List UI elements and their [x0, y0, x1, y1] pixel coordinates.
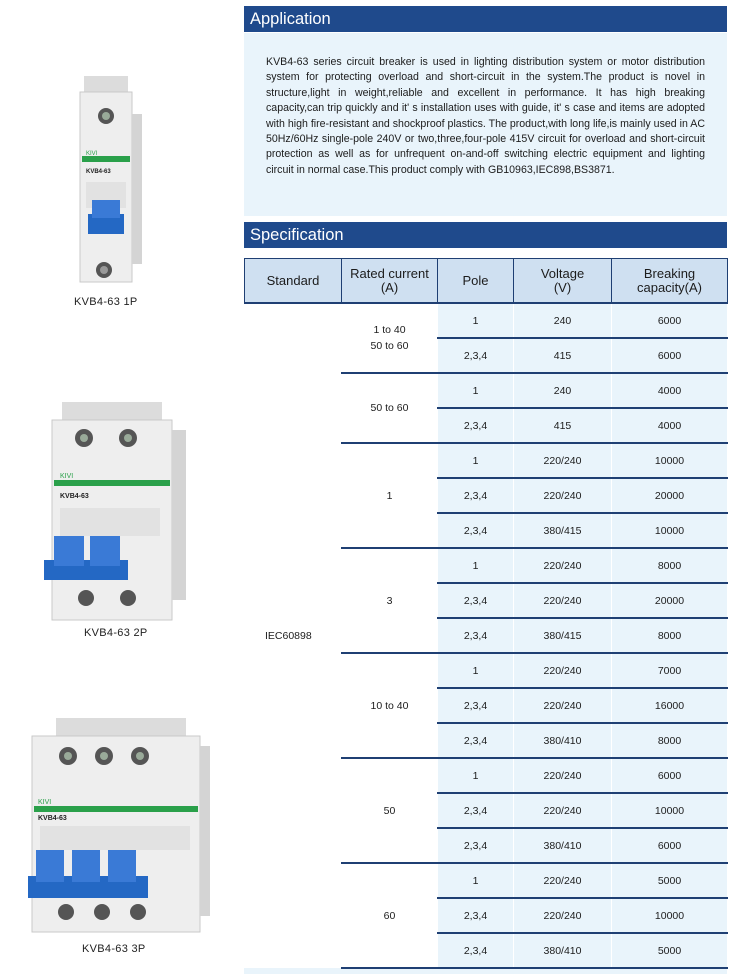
product-3p: [26, 716, 212, 936]
voltage-cell: 380/410: [514, 723, 612, 758]
rated-current-cell: [342, 443, 438, 548]
voltage-cell: 220/240: [514, 688, 612, 723]
breaking-capacity-cell: 7000: [612, 653, 728, 688]
rated-current-cell: [342, 758, 438, 863]
rated-current-cell: [342, 863, 438, 968]
pole-cell: 2,3,4: [438, 618, 514, 653]
header-breaking-capacity: Breaking capacity(A): [612, 259, 728, 304]
product-caption-3p: KVB4-63 3P: [82, 943, 146, 955]
specification-header: Specification: [244, 222, 727, 248]
product-2p: [40, 400, 190, 622]
voltage-cell: 415: [514, 408, 612, 443]
rated-current-value: 50: [383, 804, 396, 817]
pole-cell: 2,3,4: [438, 583, 514, 618]
breaking-capacity-cell: 10000: [612, 793, 728, 828]
rated-current-value: 10 to 40: [370, 699, 409, 712]
breaking-capacity-cell: 8000: [612, 618, 728, 653]
application-header: Application: [244, 6, 727, 32]
voltage-cell: 380/415: [514, 618, 612, 653]
breaker-1p-image: [58, 74, 158, 284]
breaking-capacity-cell: 10000: [612, 443, 728, 478]
pole-cell: 2,3,4: [438, 338, 514, 373]
breaking-capacity-cell: 6000: [612, 828, 728, 863]
voltage-cell: 220/240: [514, 758, 612, 793]
voltage-cell: 220/240: [514, 443, 612, 478]
voltage-cell: 220/240: [514, 653, 612, 688]
rated-current-value: 3: [386, 594, 393, 607]
pole-cell: 2,3,4: [438, 898, 514, 933]
pole-cell: 2,3,4: [438, 688, 514, 723]
application-text: KVB4-63 series circuit breaker is used in lighting distribution system or motor distribution system for protecting overload and short-circuit in the system.The product is novel in structure,light in weight,reliable and excellent in performance. It has high breaking capacity,can trip quickly and it' s installation uses with guide, it' s case and items are adopted with high fire-resistant and shockproof plastics. The product,with long life,is mainly used in AC 50Hz/60Hz single-pole 240V or two,three,four-pole 415V circuit for overload and short-circuit protection as well as for unfrequent on-and-off switching electric equipment and lighting circuit in normal case.This product comply with GB10963,IEC898,BS3871.: [266, 56, 705, 176]
rated-current-cell: [342, 373, 438, 443]
product-caption-1p: KVB4-63 1P: [74, 296, 138, 308]
voltage-cell: 240: [514, 373, 612, 408]
breaking-capacity-cell: 20000: [612, 583, 728, 618]
breaking-capacity-cell: 4000: [612, 373, 728, 408]
voltage-cell: 220/240: [514, 863, 612, 898]
rated-current-value: 1 to 40: [373, 324, 406, 336]
voltage-cell: 380/415: [514, 513, 612, 548]
breaking-capacity-cell: 5000: [612, 863, 728, 898]
header-voltage: Voltage (V): [514, 259, 612, 304]
pole-cell: 1: [438, 758, 514, 793]
pole-cell: 1: [438, 443, 514, 478]
rated-current-value: 60: [383, 909, 396, 922]
breaker-3p-model: KVB4-63: [38, 815, 67, 822]
breaker-2p-image: [40, 400, 190, 622]
voltage-cell: 220/240: [514, 548, 612, 583]
specification-table: [244, 258, 728, 969]
pole-cell: 2,3,4: [438, 513, 514, 548]
pole-cell: 1: [438, 373, 514, 408]
header-rated-current: Rated current (A): [342, 259, 438, 304]
voltage-cell: 415: [514, 338, 612, 373]
rated-current-value: 50 to 60: [370, 402, 409, 414]
rated-current-cell: [342, 653, 438, 758]
pole-cell: 2,3,4: [438, 828, 514, 863]
pole-cell: 1: [438, 548, 514, 583]
voltage-cell: 220/240: [514, 898, 612, 933]
standard-cell: IEC60898: [245, 303, 342, 968]
breaking-capacity-cell: 5000: [612, 933, 728, 968]
breaker-3p-image: [26, 716, 212, 936]
pole-cell: 2,3,4: [438, 793, 514, 828]
breaking-capacity-cell: 8000: [612, 723, 728, 758]
breaking-capacity-cell: 16000: [612, 688, 728, 723]
pole-cell: 2,3,4: [438, 723, 514, 758]
breaking-capacity-cell: 10000: [612, 513, 728, 548]
breaking-capacity-cell: 20000: [612, 478, 728, 513]
rated-current-cell: [342, 303, 438, 373]
product-1p: [58, 74, 158, 284]
breaking-capacity-cell: 6000: [612, 303, 728, 338]
rated-current-cell: [342, 548, 438, 653]
voltage-cell: 240: [514, 303, 612, 338]
breaker-1p-brand: KIVI: [86, 151, 98, 157]
rated-current-value: 1: [386, 489, 393, 502]
voltage-cell: 220/240: [514, 583, 612, 618]
pole-cell: 2,3,4: [438, 933, 514, 968]
specification-body: [245, 303, 728, 968]
pole-cell: 2,3,4: [438, 408, 514, 443]
pole-cell: 1: [438, 653, 514, 688]
breaking-capacity-cell: 10000: [612, 898, 728, 933]
pole-cell: 1: [438, 863, 514, 898]
breaker-2p-model: KVB4-63: [60, 493, 89, 500]
header-pole: Pole: [438, 259, 514, 304]
table-header-row: [245, 259, 728, 304]
voltage-cell: 220/240: [514, 793, 612, 828]
breaker-3p-brand: KIVI: [38, 799, 52, 806]
application-panel: [244, 33, 727, 216]
voltage-cell: 380/410: [514, 828, 612, 863]
breaking-capacity-cell: 6000: [612, 758, 728, 793]
breaker-2p-brand: KIVI: [60, 473, 74, 480]
specification-area: [244, 258, 727, 974]
product-caption-2p: KVB4-63 2P: [84, 627, 148, 639]
breaking-capacity-cell: 4000: [612, 408, 728, 443]
voltage-cell: 380/410: [514, 933, 612, 968]
rated-current-value: 50 to 60: [370, 340, 409, 352]
pole-cell: 1: [438, 303, 514, 338]
breaking-capacity-cell: 6000: [612, 338, 728, 373]
table-row: [245, 303, 728, 338]
voltage-cell: 220/240: [514, 478, 612, 513]
breaker-1p-model: KVB4-63: [86, 169, 111, 175]
header-standard: Standard: [245, 259, 342, 304]
pole-cell: 2,3,4: [438, 478, 514, 513]
breaking-capacity-cell: 8000: [612, 548, 728, 583]
